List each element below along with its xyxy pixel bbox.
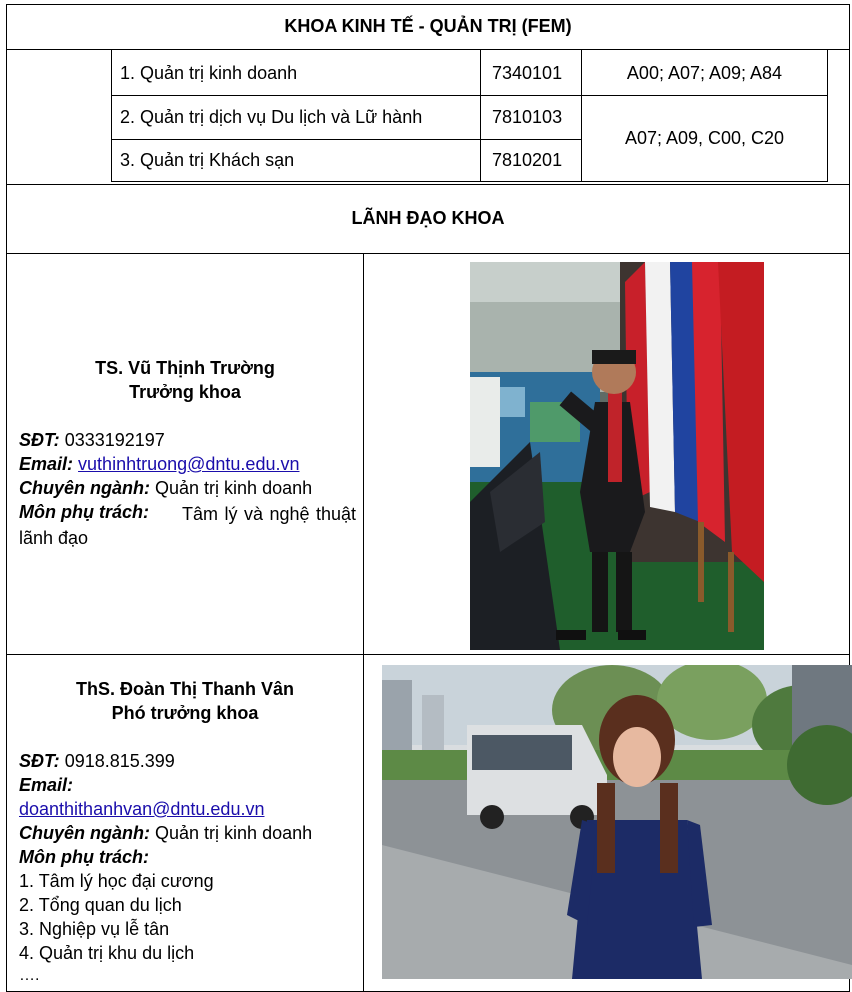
major-value: Quản trị kinh doanh	[155, 823, 313, 843]
person-name: TS. Vũ Thịnh Trường	[95, 358, 275, 378]
portrait-vice-dean-image	[382, 665, 852, 979]
subject-item: ….	[19, 967, 40, 984]
major-line	[19, 478, 312, 499]
major-line	[19, 823, 312, 844]
subject-item: 3. Nghiệp vụ lễ tân	[19, 919, 170, 939]
subject-item: 4. Quản trị khu du lịch	[19, 943, 195, 963]
subject-item: 2. Tổng quan du lịch	[19, 895, 182, 915]
phone-label: SĐT:	[19, 751, 60, 771]
person-photo	[382, 665, 852, 979]
phone-label: SĐT:	[19, 430, 60, 450]
program-code: 7340101	[492, 63, 563, 83]
email-label: Email:	[19, 454, 74, 474]
email-link[interactable]: doanthithanhvan@dntu.edu.vn	[19, 799, 265, 819]
program-combo: A00; A07; A09; A84	[626, 63, 783, 83]
subject-item: 1. Tâm lý học đại cương	[19, 871, 214, 891]
person-name: ThS. Đoàn Thị Thanh Vân	[76, 679, 294, 699]
phone-value: 0918.815.399	[64, 751, 175, 771]
phone-value: 0333192197	[64, 430, 165, 450]
subject-label: Môn phụ trách:	[19, 502, 149, 522]
program-name: 3. Quản trị Khách sạn	[120, 150, 295, 170]
portrait-dean-image	[470, 262, 764, 650]
subject-label: Môn phụ trách:	[19, 847, 149, 867]
person-role: Phó trưởng khoa	[111, 703, 259, 723]
phone-line	[19, 751, 175, 772]
person-photo	[470, 262, 764, 650]
program-name: 1. Quản trị kinh doanh	[120, 63, 298, 83]
program-code: 7810201	[492, 150, 563, 170]
email-line	[19, 454, 299, 475]
leadership-title: LÃNH ĐẠO KHOA	[351, 208, 505, 228]
programs-table	[111, 49, 828, 182]
subject-value: Tâm lý và nghệ thuật lãnh đạo	[19, 504, 356, 548]
phone-line	[19, 430, 165, 451]
program-name: 2. Quản trị dịch vụ Du lịch và Lữ hành	[120, 107, 423, 127]
faculty-title: KHOA KINH TẾ - QUẢN TRỊ (FEM)	[284, 16, 572, 36]
email-label: Email:	[19, 775, 74, 795]
program-combo: A07; A09, C00, C20	[624, 128, 785, 148]
major-label: Chuyên ngành:	[19, 823, 150, 843]
major-value: Quản trị kinh doanh	[155, 478, 313, 498]
program-code: 7810103	[492, 107, 563, 127]
major-label: Chuyên ngành:	[19, 478, 150, 498]
email-link[interactable]: vuthinhtruong@dntu.edu.vn	[78, 454, 300, 474]
person-role: Trưởng khoa	[129, 382, 241, 402]
